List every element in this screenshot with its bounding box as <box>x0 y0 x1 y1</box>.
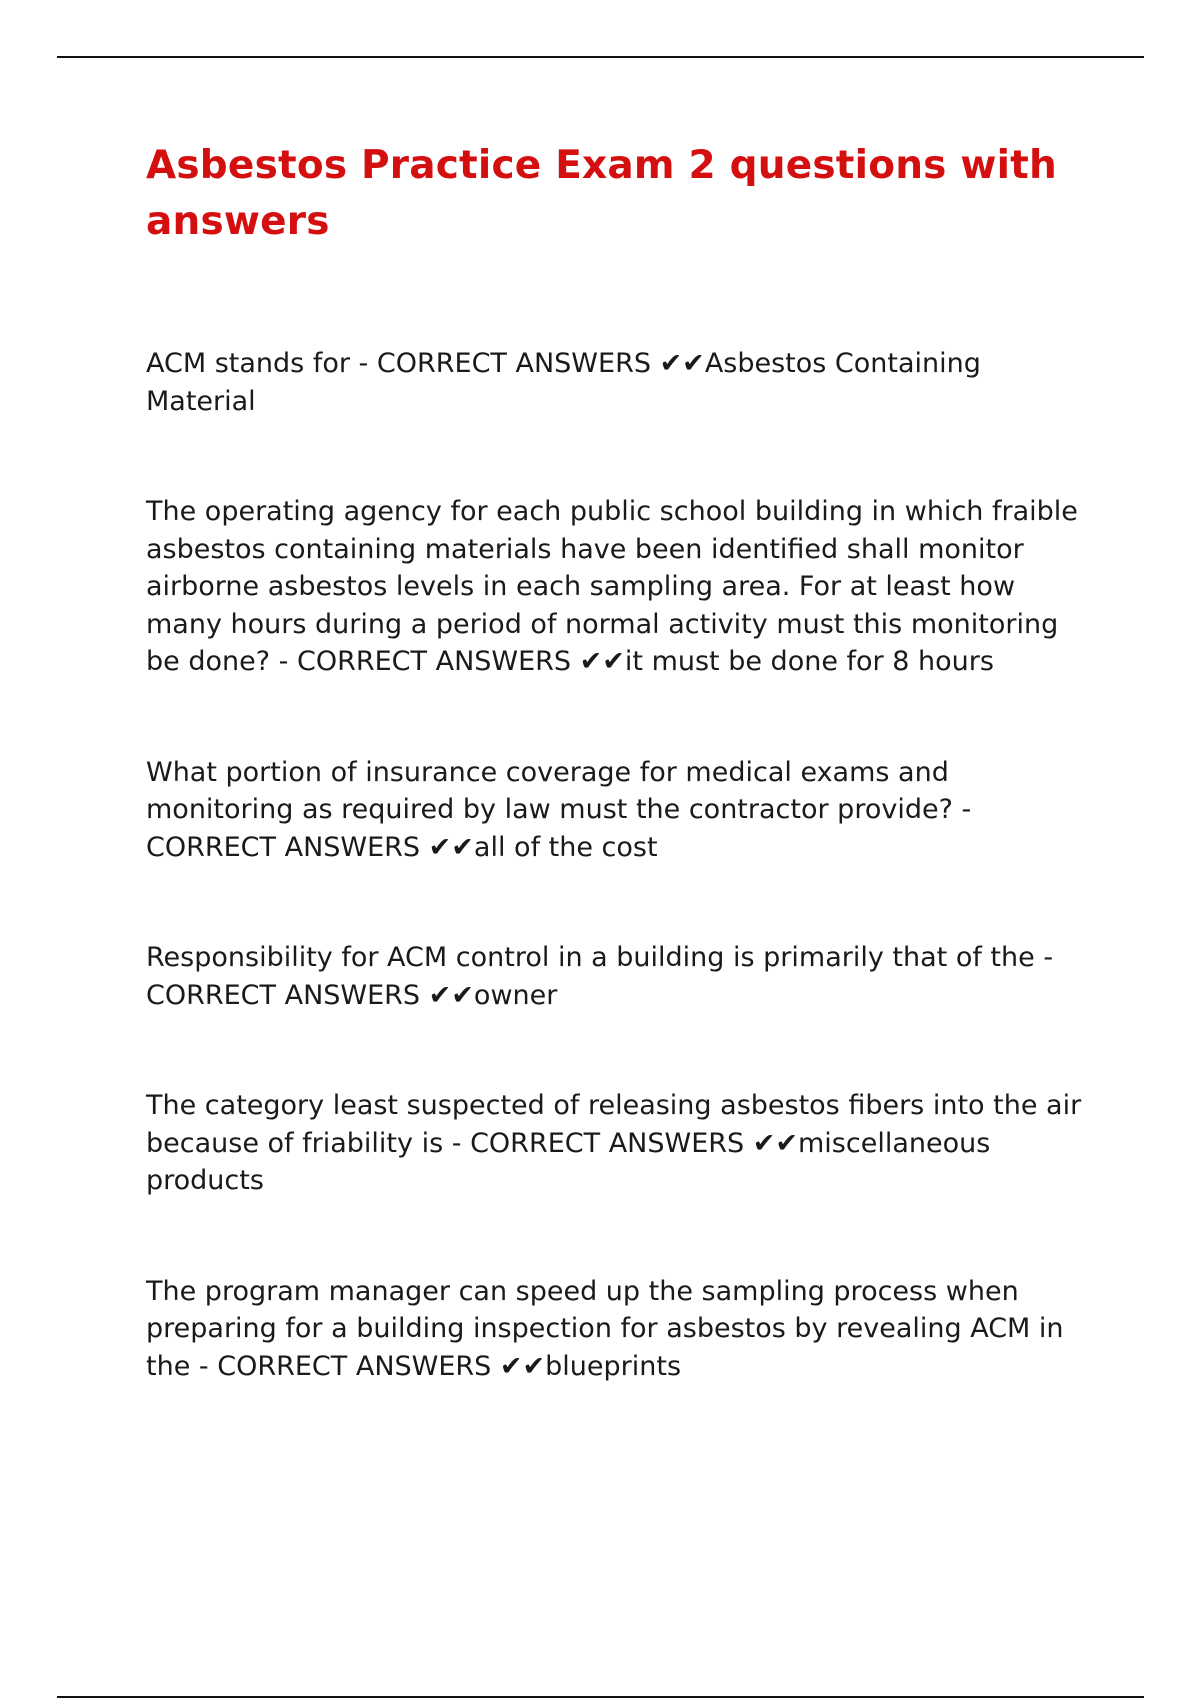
top-divider <box>57 56 1144 58</box>
document-title: Asbestos Practice Exam 2 questions with answers <box>146 143 1057 244</box>
answer-text: Asbestos Containing Material <box>146 348 981 417</box>
separator: - <box>358 348 369 379</box>
answer-label: CORRECT ANSWERS <box>376 348 651 379</box>
double-check-icon: ✔✔ <box>428 831 474 863</box>
question-text: The program manager can speed up the sampling process when preparing for a building inspection for asbestos by revealing ACM in the <box>146 1275 1064 1382</box>
question-text: The operating agency for each public school building in which fraible asbestos containing materials have been identified shall monitor airborne asbestos levels in each sampling area. For at least how many hours during a period of normal activity must this monitoring be done? <box>146 496 1078 677</box>
double-check-icon: ✔✔ <box>659 348 705 379</box>
double-check-icon: ✔✔ <box>499 1350 546 1382</box>
bottom-divider <box>57 1696 1144 1698</box>
answer-text: it must be done for 8 hours <box>624 646 994 677</box>
answer-text: owner <box>473 979 558 1011</box>
question-text: ACM stands for <box>146 348 350 379</box>
separator: - <box>1043 942 1054 973</box>
qa-item <box>146 345 1096 420</box>
answer-text: all of the cost <box>473 831 658 863</box>
double-check-icon: ✔✔ <box>752 1127 798 1159</box>
qa-item <box>146 1087 1096 1200</box>
separator: - <box>961 794 972 825</box>
answer-label: CORRECT ANSWERS <box>470 1127 745 1159</box>
qa-item <box>146 754 1096 867</box>
double-check-icon: ✔✔ <box>579 646 625 677</box>
separator: - <box>198 1350 209 1382</box>
answer-text: blueprints <box>545 1350 682 1382</box>
qa-item <box>146 493 1096 681</box>
document-body <box>146 138 1096 1458</box>
question-text: The category least suspected of releasing asbestos fibers into the air because of friability is <box>146 1090 1082 1159</box>
question-text: What portion of insurance coverage for medical exams and monitoring as required by law must the contractor provide? <box>146 756 953 825</box>
qa-list <box>146 345 1096 1385</box>
separator: - <box>451 1127 462 1159</box>
double-check-icon: ✔✔ <box>428 979 474 1011</box>
answer-label: CORRECT ANSWERS <box>146 831 421 863</box>
qa-item <box>146 939 1096 1014</box>
answer-label: CORRECT ANSWERS <box>296 646 572 677</box>
question-text: Responsibility for ACM control in a building is primarily that of the <box>146 942 1035 973</box>
separator: - <box>278 646 289 677</box>
answer-label: CORRECT ANSWERS <box>146 979 421 1011</box>
answer-label: CORRECT ANSWERS <box>217 1350 492 1382</box>
qa-item <box>146 1273 1096 1386</box>
answer-text: miscellaneous products <box>146 1127 991 1196</box>
